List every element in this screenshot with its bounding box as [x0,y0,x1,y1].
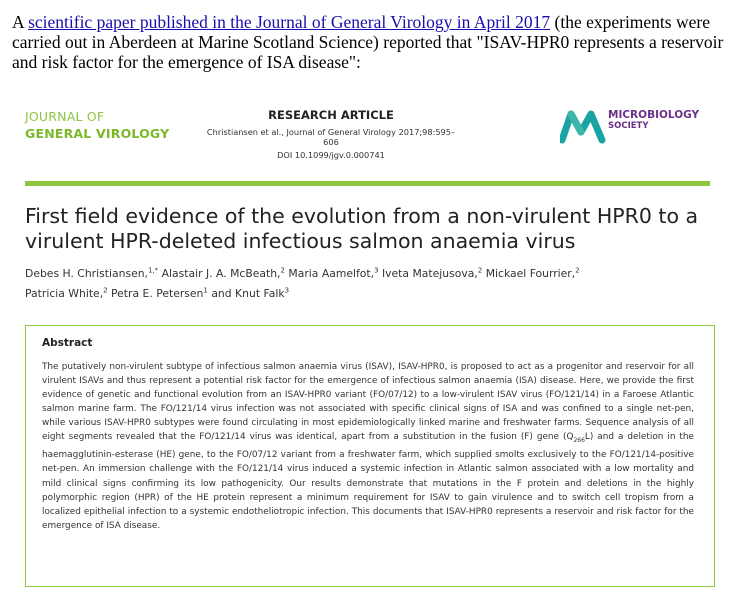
journal-name [25,108,169,142]
author: Debes H. Christiansen,$^{1,*}$ [25,266,159,280]
author: Mickael Fourrier,$^2$ [485,266,580,280]
author: and Knut Falk$^3$ [211,286,290,300]
article-citation: Christiansen et al., Journal of General Virology 2017;98:595–606 [206,127,456,147]
journal-name-line1: JOURNAL OF [25,109,105,124]
intro-suffix: (the experiments were carried out in Aberdeen at Marine Scotland Science) reported that "ISAV-HPR0 represents a reservoir and risk factor for the emergence of ISA disease": [12,12,724,72]
intro-prefix: A [12,12,29,32]
society-logo-icon [560,108,606,144]
author: Petra E. Petersen$^1$ [111,286,208,300]
article-type: RESEARCH ARTICLE [268,108,394,122]
author-list [25,264,715,304]
article-doi: DOI 10.1099/jgv.0.000741 [277,150,385,160]
abstract-text: The putatively non-virulent subtype of infectious salmon anaemia virus (ISAV), ISAV-HPR0, is proposed to act as a progenitor and reservoir for all virulent ISAVs and thus represent a potential risk factor for the emergence of infectious salmon anaemia (ISA) disease. Here, we provide the first evidence of genetic and functional evolution from an ISAV-HPR0 variant (FO/07/12) to a low-virulent ISAV virus (FO/121/14) in a Faroese Atlantic salmon marine farm. The FO/121/14 virus infection was not associated with specific clinical signs of ISA and was confined to a single net-pen, while various ISAV-HPR0 subtypes were found circulating in most epidemiologically linked marine and freshwater farms. Sequence analysis of all eight segments revealed that the FO/121/14 virus was identical, apart from a substitution in the fusion (F) gene $(Q_{266}L)$ and a deletion in the haemagglutinin-esterase (HE) gene, to the FO/07/12 variant from a freshwater farm, which supplied smolts exclusively to the FO/121/14-positive net-pen. An immersion challenge with the FO/121/14 virus induced a systemic infection in Atlantic salmon associated with a low mortality and mild clinical signs confirming its low pathogenicity. Our results demonstrate that mutations in the F protein and deletions in the highly polymorphic region (HPR) of the HE protein represent a minimum requirement for ISAV to gain virulence and to switch cell tropism from a localized epithelial infection to a systemic endotheliotropic infection. This documents that ISAV-HPR0 represents a reservoir and risk factor for the emergence of ISA disease. [42,362,694,531]
paper-link[interactable]: scientific paper published in the Journal of General Virology in April 2017 [28,12,551,32]
journal-name-line2: GENERAL VIROLOGY [25,126,170,141]
paper-screenshot [0,86,736,615]
society-name [608,110,699,132]
article-header [200,108,462,160]
author: Iveta Matejusova,$^2$ [381,266,483,280]
intro-paragraph [12,12,730,72]
author: Alastair J. A. McBeath,$^2$ [161,266,285,280]
author: Patricia White,$^2$ [25,286,108,300]
header-divider [25,181,710,186]
society-name-line2: SOCIETY [608,121,649,131]
microbiology-society-logo [560,106,720,146]
society-name-line1: MICROBIOLOGY [608,109,700,121]
author: Maria Aamelfot,$^3$ [288,266,379,280]
abstract-box [25,325,715,587]
paper-title: First field evidence of the evolution from a non-virulent HPR0 to a virulent HPR-deleted infectious salmon anaemia virus [25,204,699,253]
abstract-heading: Abstract [42,337,93,349]
